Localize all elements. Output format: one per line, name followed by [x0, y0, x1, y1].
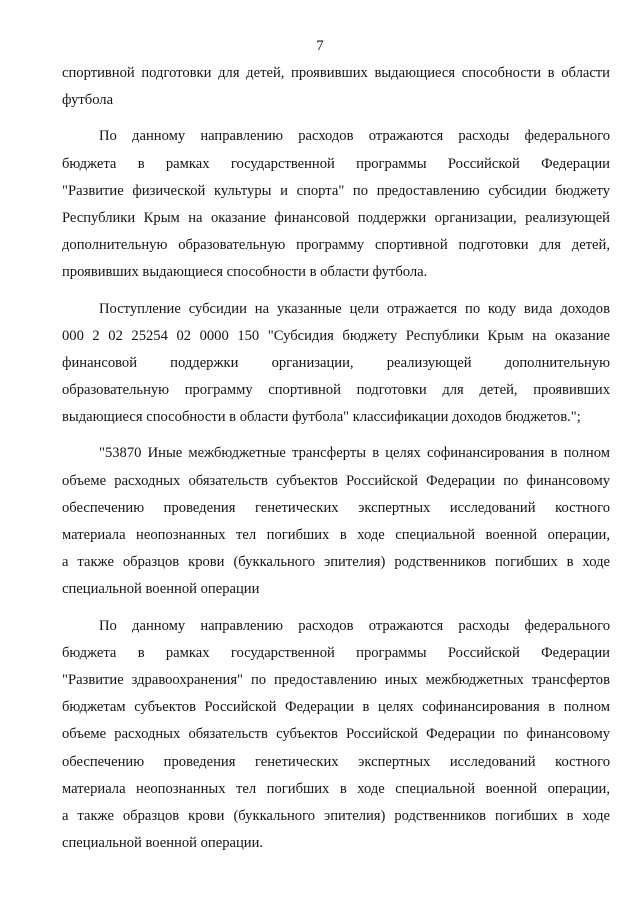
- text-line: футбола: [62, 92, 114, 109]
- paragraph-football-expenses: [62, 123, 610, 286]
- text-line: По данному направлению расходов отражаются расходы федерального: [99, 617, 610, 634]
- text-line: объеме расходных обязательств субъектов Российской Федерации по финансовому: [62, 472, 610, 489]
- text-line: Поступление субсидии на указанные цели отражается по коду вида доходов: [99, 300, 610, 317]
- text-line: а также образцов крови (буккального эпителия) родственников погибших в ходе: [62, 554, 610, 571]
- text-line: специальной военной операции.: [62, 835, 264, 852]
- text-line: По данному направлению расходов отражаются расходы федерального: [99, 128, 610, 145]
- paragraph-health-expenses: [62, 613, 610, 858]
- text-line: выдающиеся способности в области футбола" классификации доходов бюджетов.";: [62, 409, 581, 426]
- text-line: объеме расходных обязательств субъектов Российской Федерации по финансовому: [62, 726, 610, 743]
- text-line: "Развитие физической культуры и спорта" по предоставлению субсидии бюджету: [62, 182, 610, 199]
- page-number: 7: [316, 38, 324, 54]
- text-line: спортивной подготовки для детей, проявивших выдающиеся способности в области: [62, 65, 610, 81]
- text-line: "Развитие здравоохранения" по предоставлению иных межбюджетных трансфертов: [62, 671, 610, 688]
- text-line: материала неопознанных тел погибших в ходе специальной военной операции,: [62, 780, 610, 797]
- text-line: бюджета в рамках государственной программы Российской Федерации: [62, 644, 610, 661]
- text-line: обеспечению проведения генетических экспертных исследований костного: [62, 499, 610, 516]
- text-line: а также образцов крови (буккального эпителия) родственников погибших в ходе: [62, 807, 610, 824]
- text-line: "53870 Иные межбюджетные трансферты в целях софинансирования в полном: [99, 445, 610, 462]
- text-line: специальной военной операции: [62, 581, 260, 598]
- text-line: 000 2 02 25254 02 0000 150 "Субсидия бюджету Республики Крым на оказание: [62, 327, 610, 344]
- text-line: обеспечению проведения генетических экспертных исследований костного: [62, 753, 610, 770]
- text-line: образовательную программу спортивной подготовки для детей, проявивших: [62, 382, 610, 399]
- text-line: бюджетам субъектов Российской Федерации в целях софинансирования в полном: [62, 699, 610, 716]
- text-line: проявивших выдающиеся способности в области футбола.: [62, 264, 428, 281]
- text-line: бюджета в рамках государственной программы Российской Федерации: [62, 155, 610, 172]
- text-line: дополнительную образовательную программу спортивной подготовки для детей,: [62, 237, 610, 254]
- paragraph-code-53870: [62, 440, 610, 603]
- text-line: Республики Крым на оказание финансовой поддержки организации, реализующей: [62, 209, 610, 226]
- document-body: [62, 60, 610, 866]
- paragraph-continuation: [62, 60, 610, 114]
- paragraph-football-income: [62, 296, 610, 432]
- text-line: материала неопознанных тел погибших в ходе специальной военной операции,: [62, 527, 610, 543]
- text-line: финансовой поддержки организации, реализующей дополнительную: [62, 354, 610, 371]
